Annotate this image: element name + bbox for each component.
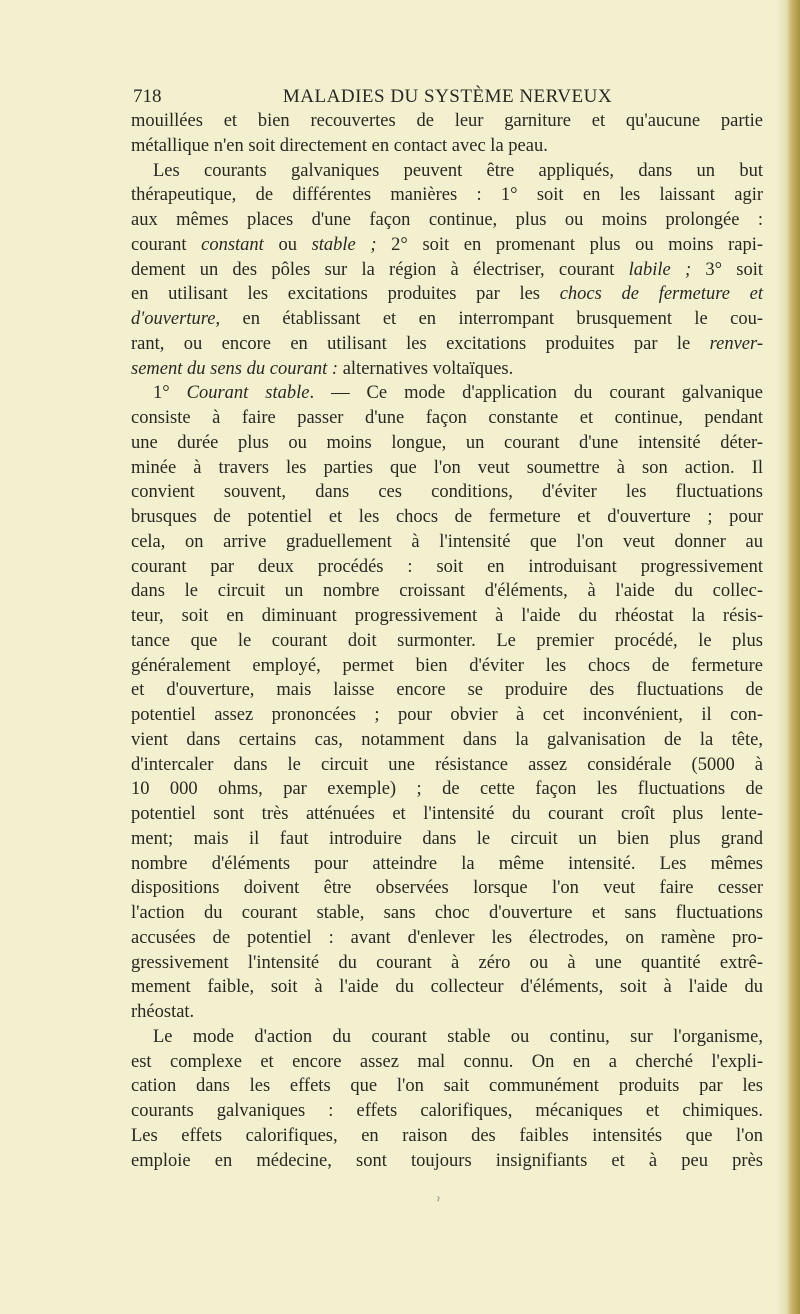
text-run: gressivement l'intensité du courant à zéro ou à une quantité extrê-: [131, 952, 763, 973]
text-run: généralement employé, permet bien d'éviter les chocs de fermeture: [131, 655, 763, 676]
text-run: cation dans les effets que l'on sait communément produits par les: [131, 1076, 763, 1097]
text-line: [131, 406, 763, 431]
text-line: [131, 282, 763, 307]
text-line: [131, 480, 763, 505]
text-run: dispositions doivent être observées lorsque l'on veut faire cesser: [131, 878, 763, 899]
text-line: [131, 579, 763, 604]
text-line: [131, 703, 763, 728]
text-run: minée à travers les parties que l'on veut soumettre à son action. Il: [131, 457, 763, 478]
text-run: 1°: [153, 383, 187, 404]
text-run: rant, ou encore en utilisant les excitations produites par le: [131, 333, 710, 354]
text-line: [131, 728, 763, 753]
text-line: [131, 134, 763, 159]
text-line: [131, 183, 763, 208]
text-run: . — Ce mode d'application du courant galvanique: [309, 383, 763, 404]
italic-text-run: renver-: [709, 333, 763, 354]
text-line: [131, 876, 763, 901]
text-run: thérapeutique, de différentes manières : 1° soit en les laissant agir: [131, 185, 763, 206]
text-line: [131, 332, 763, 357]
text-run: potentiel assez prononcées ; pour obvier à cet inconvénient, il con-: [131, 705, 763, 725]
page-number: 718: [133, 86, 162, 107]
text-run: accusées de potentiel : avant d'enlever les électrodes, on ramène pro-: [131, 927, 763, 948]
text-line: [131, 233, 763, 258]
text-run: emploie en médecine, sont toujours insignifiants et à peu près: [131, 1150, 763, 1171]
text-line: [131, 307, 763, 332]
text-run: brusques de potentiel et les chocs de fermeture et d'ouverture ; pour: [131, 507, 763, 527]
text-line: [131, 827, 763, 852]
text-run: mement faible, soit à l'aide du collecteur d'éléments, soit à l'aide du: [131, 977, 763, 998]
text-run: d'intercaler dans le circuit une résistance assez considérale (5000 à: [131, 754, 763, 775]
text-line: [131, 1149, 763, 1174]
text-run: dement un des pôles sur la région à électriser, courant: [131, 259, 629, 280]
text-line: [131, 777, 763, 802]
body-text: [131, 109, 763, 1173]
text-run: 10 000 ohms, par exemple) ; de cette façon les fluctuations de: [131, 779, 763, 800]
text-run: cela, on arrive graduellement à l'intensité que l'on veut donner au: [131, 531, 763, 552]
text-run: en utilisant les excitations produites par les: [131, 284, 560, 305]
text-run: vient dans certains cas, notamment dans la galvanisation de la tête,: [131, 729, 763, 750]
text-line: [131, 505, 763, 530]
italic-text-run: sement du sens du courant :: [131, 358, 339, 379]
text-line: [131, 975, 763, 1000]
text-run: métallique n'en soit directement en contact avec la peau.: [131, 135, 548, 156]
italic-text-run: d'ouverture: [131, 309, 216, 329]
text-line: [131, 926, 763, 951]
text-run: courant par deux procédés : soit en introduisant progressivement: [131, 556, 763, 577]
italic-text-run: stable ;: [311, 234, 377, 255]
text-run: dans le circuit un nombre croissant d'éléments, à l'aide du collec-: [131, 581, 763, 602]
text-run: est complexe et encore assez mal connu. On en a cherché l'expli-: [131, 1051, 763, 1072]
text-line: [131, 1050, 763, 1075]
italic-text-run: labile ;: [628, 259, 692, 280]
text-line: [131, 1025, 763, 1050]
text-line: [131, 159, 763, 184]
text-line: [131, 1000, 763, 1025]
running-title: MALADIES DU SYSTÈME NERVEUX: [282, 86, 613, 107]
text-line: [131, 381, 763, 406]
text-line: [131, 901, 763, 926]
text-line: [131, 1099, 763, 1124]
text-run: nombre d'éléments pour atteindre la même intensité. Les mêmes: [131, 853, 763, 874]
italic-text-run: Courant stable: [186, 383, 310, 404]
text-run: une durée plus ou moins longue, un courant d'une intensité déter-: [131, 432, 763, 453]
text-line: [131, 208, 763, 233]
text-run: consiste à faire passer d'une façon constante et continue, pendant: [131, 408, 763, 428]
text-line: [131, 1124, 763, 1149]
text-line: [131, 629, 763, 654]
text-run: 3° soit: [691, 259, 763, 280]
text-run: teur, soit en diminuant progressivement à l'aide du rhéostat la résis-: [131, 606, 763, 626]
text-run: 2° soit en promenant plus ou moins rapi-: [376, 234, 763, 255]
text-line: [131, 258, 763, 283]
text-run: courants galvaniques : effets calorifiques, mécaniques et chimiques.: [131, 1101, 763, 1121]
italic-text-run: chocs de fermeture et: [559, 284, 763, 305]
text-line: [131, 357, 763, 382]
text-run: tance que le courant doit surmonter. Le premier procédé, le plus: [131, 630, 763, 651]
text-line: [131, 555, 763, 580]
text-line: [131, 1074, 763, 1099]
text-line: [131, 456, 763, 481]
text-run: mouillées et bien recouvertes de leur garniture et qu'aucune partie: [131, 111, 763, 131]
text-line: [131, 109, 763, 134]
text-run: rhéostat.: [131, 1002, 195, 1022]
italic-text-run: constant: [201, 234, 264, 255]
text-run: convient souvent, dans ces conditions, d'éviter les fluctuations: [131, 482, 763, 503]
text-run: et d'ouverture, mais laisse encore se produire des fluctuations de: [131, 680, 763, 701]
text-line: [131, 604, 763, 629]
text-run: , en établissant et en interrompant brusquement le cou-: [215, 309, 763, 329]
page-edge: [786, 0, 800, 1314]
page-gutter-shadow: [776, 0, 786, 1314]
text-run: ou: [263, 234, 312, 255]
text-run: Les courants galvaniques peuvent être appliqués, dans un but: [153, 160, 763, 181]
text-line: [131, 802, 763, 827]
text-line: [131, 654, 763, 679]
text-line: [131, 753, 763, 778]
text-line: [131, 678, 763, 703]
text-run: potentiel sont très atténuées et l'intensité du courant croît plus lente-: [131, 804, 763, 824]
text-line: [131, 951, 763, 976]
text-line: [131, 852, 763, 877]
text-run: l'action du courant stable, sans choc d'ouverture et sans fluctuations: [131, 903, 763, 923]
print-mark: ˀ: [437, 1196, 440, 1207]
text-run: Les effets calorifiques, en raison des faibles intensités que l'on: [131, 1125, 763, 1146]
text-run: Le mode d'action du courant stable ou continu, sur l'organisme,: [153, 1026, 763, 1047]
text-run: alternatives voltaïques.: [338, 358, 514, 379]
text-run: courant: [131, 234, 202, 255]
text-line: [131, 431, 763, 456]
text-run: aux mêmes places d'une façon continue, plus ou moins prolongée :: [131, 210, 763, 230]
text-line: [131, 530, 763, 555]
text-run: ment; mais il faut introduire dans le circuit un bien plus grand: [131, 828, 763, 849]
